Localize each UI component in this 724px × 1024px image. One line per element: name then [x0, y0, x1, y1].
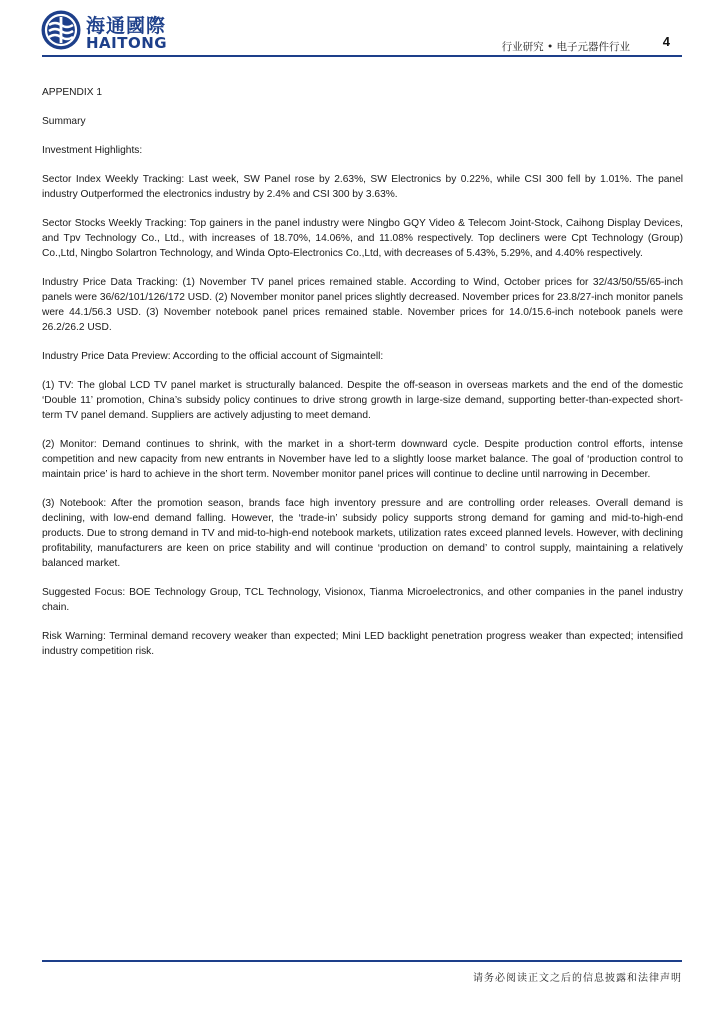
suggested-focus-paragraph: Suggested Focus: BOE Technology Group, TCL Technology, Visionox, Tianma Microelectronics, and other companies in the panel industry chain. [42, 587, 683, 613]
footer-divider [42, 960, 682, 962]
price-tracking-paragraph: Industry Price Data Tracking: (1) November TV panel prices remained stable. According to Wind, October prices for 32/43/50/55/65-inch panels were 36/62/101/126/172 USD. (2) November monitor panel prices slightly decreased. November prices for 23.8/27-inch monitor panels were 44.1/56.3 USD. (3) November notebook panel prices remained stable. November prices for 14.0/15.6-inch notebook panels were 26.2/26.2 USD. [42, 277, 683, 333]
logo-english-text: HAITONG [86, 34, 168, 52]
page-number: 4 [662, 34, 670, 49]
sector-stocks-paragraph: Sector Stocks Weekly Tracking: Top gainers in the panel industry were Ningbo GQY Video & Telecom Joint-Stock, Caihong Display Devices, and Tpv Technology Co., Ltd., with increases of 18.70%, 14.06%, and 11.08% respectively. Top decliners were Cpt Technology (Group) Co.,Ltd, Ningbo Solartron Technology, and Winda Opto-Electronics Co.,Ltd, with decreases of 5.43%, 5.29%, and 4.40% respectively. [42, 218, 683, 259]
header-divider [42, 55, 682, 57]
tv-paragraph: (1) TV: The global LCD TV panel market is structurally balanced. Despite the off-season in overseas markets and the end of the domestic ‘Double 11’ promotion, China’s subsidy policy continues to drive strong growth in large-size demand, supporting better-than-expected short-term TV panel demand. Suppliers are actively adjusting to meet demand. [42, 380, 683, 421]
logo-chinese-text: 海通國際 [86, 15, 167, 37]
risk-warning-paragraph: Risk Warning: Terminal demand recovery weaker than expected; Mini LED backlight penetration progress weaker than expected; intensified industry competition risk. [42, 631, 683, 657]
disclosure-note: 请务必阅读正文之后的信息披露和法律声明 [473, 973, 682, 984]
page-header [0, 0, 724, 60]
notebook-paragraph: (3) Notebook: After the promotion season, brands face high inventory pressure and are controlling order releases. Overall demand is declining, with low-end demand falling. However, the ‘trade-in’ subsidy policy supports strong demand for gaming and mid-to-high-end products. Due to strong demand in TV and mid-to-high-end notebook markets, utilization rates exceed planned levels. However, with declining profitability, manufacturers are keen on price stability and will continue ‘production on demand’ to control supply, maintaining a relatively balanced market. [42, 498, 683, 569]
summary-heading: Summary [42, 116, 86, 127]
report-category: 行业研究 • 电子元器件行业 [501, 41, 630, 53]
price-preview-heading: Industry Price Data Preview: According to the official account of Sigmaintell: [42, 351, 384, 362]
haitong-logo-icon [40, 9, 82, 51]
report-body [42, 85, 683, 673]
appendix-title: APPENDIX 1 [42, 87, 103, 98]
investment-highlights-heading: Investment Highlights: [42, 145, 143, 156]
haitong-logo [40, 9, 170, 51]
monitor-paragraph: (2) Monitor: Demand continues to shrink, with the market in a short-term downward cycle. Despite production control efforts, intense competition and new capacity from new entrants in November have led to a slightly loose market balance. The goal of ‘production control to maintain price’ is hard to achieve in the short term. November monitor panel prices will continue to decline until narrowing in December. [42, 439, 683, 480]
sector-index-paragraph: Sector Index Weekly Tracking: Last week, SW Panel rose by 2.63%, SW Electronics by 0.22%, while CSI 300 fell by 1.01%. The panel industry Outperformed the electronics industry by 2.4% and CSI 300 by 3.63%. [42, 174, 683, 200]
